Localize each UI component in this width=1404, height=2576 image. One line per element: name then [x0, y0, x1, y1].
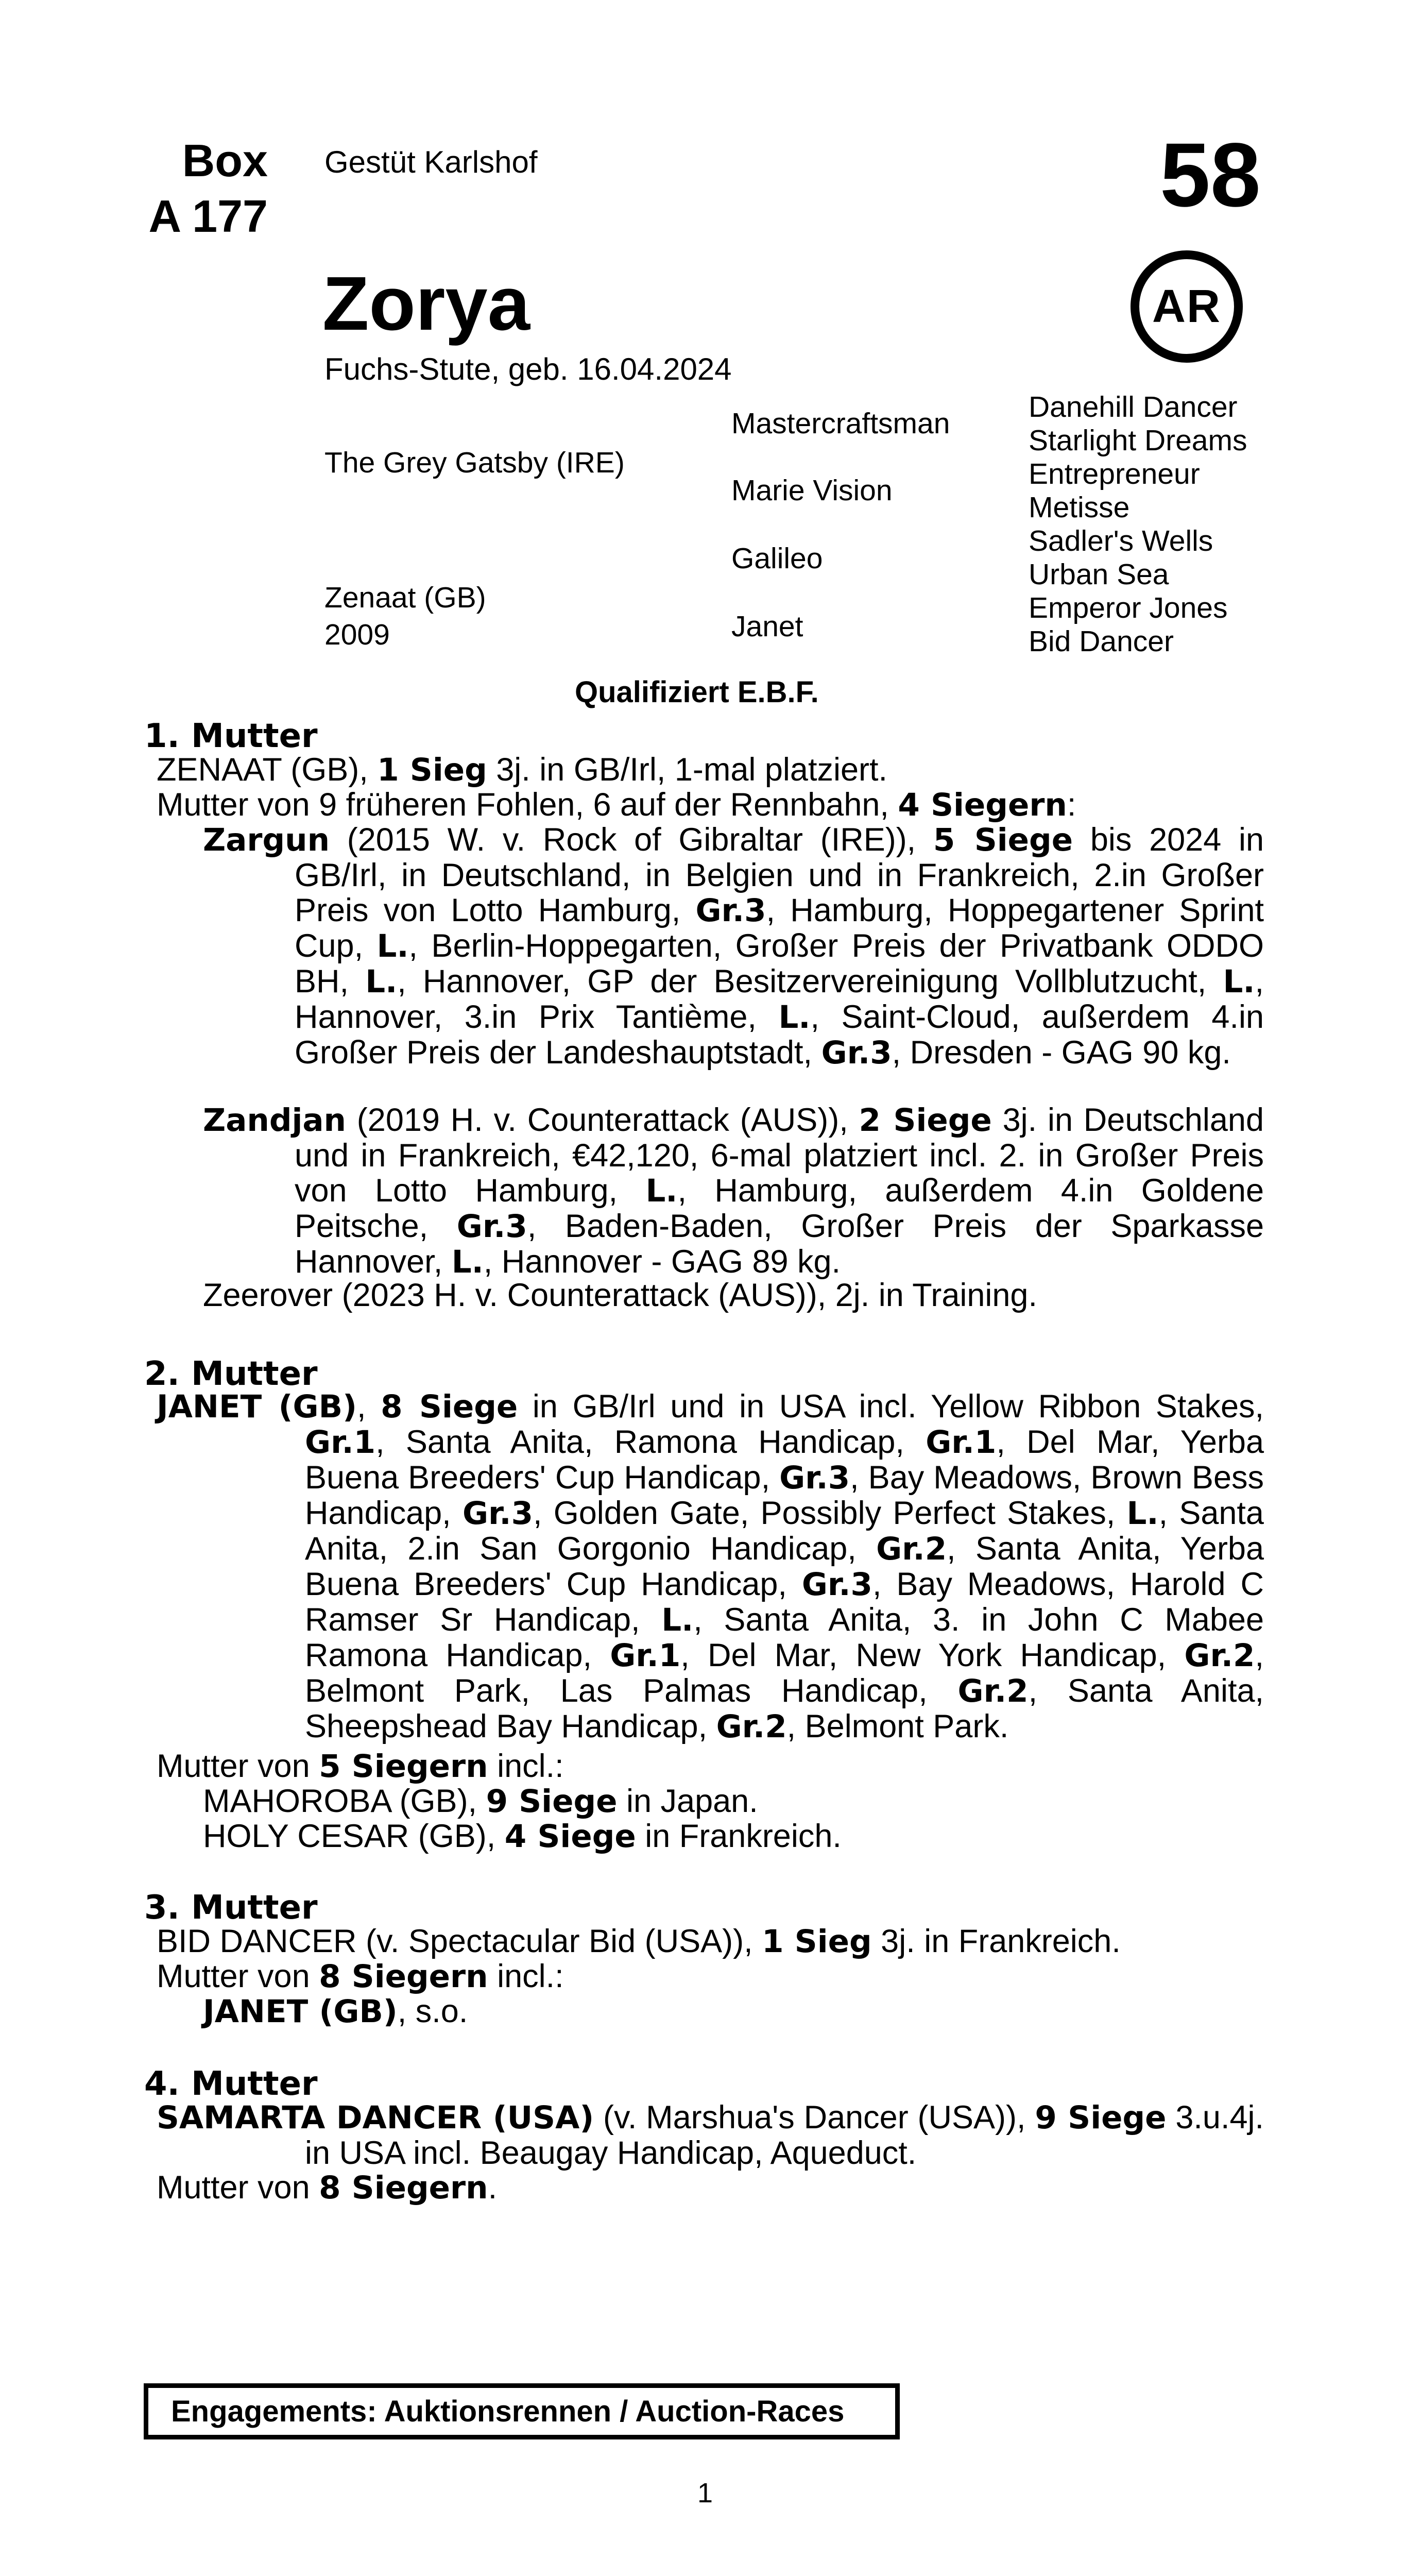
- section-title-dam4: 4. Mutter: [144, 2065, 318, 2103]
- engagements-box: [144, 2383, 900, 2439]
- dam4-mother-of: Mutter von 8 Siegern.: [157, 2170, 498, 2206]
- pedigree-sire-sire: Mastercraftsman: [731, 407, 950, 440]
- pedigree-sire-dam: Marie Vision: [731, 474, 893, 507]
- pedigree-dam: Zenaat (GB): [324, 581, 486, 614]
- section-title-dam1: 1. Mutter: [144, 717, 318, 755]
- dam2-janet-record: JANET (GB), 8 Siege in GB/Irl und in USA incl. Yellow Ribbon Stakes, Gr.1, Santa Anita, Ramona Handicap, Gr.1, Del Mar, Yerba Buena Breeders' Cup Handicap, Gr.3, Bay Meadows, Brown Bess Handicap, Gr.3, Golden Gate, Possibly Perfect Stakes, L., Santa Anita, 2.in San Gorgonio Handicap, Gr.2, Santa Anita, Yerba Buena Breeders' Cup Handicap, Gr.3, Bay Meadows, Harold C Ramser Sr Handicap, L., Santa Anita, 3. in John C Mabee Ramona Handicap, Gr.1, Del Mar, New York Handicap, Gr.2, Belmont Park, Las Palmas Handicap, Gr.2, Santa Anita, Sheepshead Bay Handicap, Gr.2, Belmont Park.: [157, 1388, 1264, 1745]
- dam1-line1: ZENAAT (GB), 1 Sieg 3j. in GB/Irl, 1-mal platziert.: [157, 752, 887, 788]
- ar-badge-text: AR: [1152, 280, 1221, 332]
- pedigree-gen3-4: Metisse: [1029, 491, 1130, 524]
- pedigree-gen3-2: Starlight Dreams: [1029, 424, 1247, 457]
- qualification: Qualifiziert E.B.F.: [575, 675, 819, 709]
- pedigree-gen3-5: Sadler's Wells: [1029, 524, 1213, 557]
- page-number: 1: [697, 2478, 713, 2509]
- dam2-mother-of: Mutter von 5 Siegern incl.:: [157, 1748, 564, 1785]
- progeny-zandjan: Zandjan (2019 H. v. Counterattack (AUS)), 2 Siege 3j. in Deutschland und in Frankreich, €42,120, 6-mal platziert incl. 2. in Großer Preis von Lotto Hamburg, L., Hamburg, außerdem 4.in Goldene Peitsche, Gr.3, Baden-Baden, Großer Preis der Sparkasse Hannover, L., Hannover - GAG 89 kg.: [203, 1102, 1264, 1280]
- dam2-progeny-holy-cesar: HOLY CESAR (GB), 4 Siege in Frankreich.: [203, 1818, 842, 1855]
- dam4-line1: SAMARTA DANCER (USA) (v. Marshua's Dancer (USA)), 9 Siege 3.u.4j. in USA incl. Beaugay Handicap, Aqueduct.: [157, 2099, 1264, 2171]
- box-code: A 177: [148, 191, 268, 242]
- dam1-line2: Mutter von 9 früheren Fohlen, 6 auf der Rennbahn, 4 Siegern:: [157, 787, 1076, 823]
- horse-name: Zorya: [322, 261, 530, 346]
- breeder: Gestüt Karlshof: [324, 145, 538, 179]
- pedigree-gen3-7: Emperor Jones: [1029, 591, 1228, 624]
- pedigree-dam-sire: Galileo: [731, 542, 823, 575]
- engagements-text: Engagements: Auktionsrennen / Auction-Races: [171, 2395, 845, 2428]
- progeny-zargun: Zargun (2015 W. v. Rock of Gibraltar (IRE)), 5 Siege bis 2024 in GB/Irl, in Deutschland, in Belgien und in Frankreich, 2.in Großer Preis von Lotto Hamburg, Gr.3, Hamburg, Hoppegartener Sprint Cup, L., Berlin-Hoppegarten, Großer Preis der Privatbank ODDO BH, L., Hannover, GP der Besitzervereinigung Vollblutzucht, L., Hannover, 3.in Prix Tantième, L., Saint-Cloud, außerdem 4.in Großer Preis der Landeshauptstadt, Gr.3, Dresden - GAG 90 kg.: [203, 822, 1264, 1071]
- section-title-dam2: 2. Mutter: [144, 1355, 318, 1393]
- box-word: Box: [182, 135, 268, 186]
- pedigree-gen3-8: Bid Dancer: [1029, 625, 1174, 658]
- pedigree-gen3-3: Entrepreneur: [1029, 457, 1200, 490]
- ar-badge: [1131, 250, 1243, 363]
- pedigree-sire: The Grey Gatsby (IRE): [324, 446, 625, 479]
- dam3-line1: BID DANCER (v. Spectacular Bid (USA)), 1 Sieg 3j. in Frankreich.: [157, 1923, 1121, 1960]
- horse-description: Fuchs-Stute, geb. 16.04.2024: [324, 352, 732, 386]
- lot-number: 58: [1160, 125, 1261, 226]
- pedigree-dam-dam: Janet: [731, 610, 803, 643]
- progeny-zeerover: Zeerover (2023 H. v. Counterattack (AUS)), 2j. in Training.: [203, 1277, 1037, 1313]
- dam2-progeny-mahoroba: MAHOROBA (GB), 9 Siege in Japan.: [203, 1783, 758, 1820]
- dam3-mother-of: Mutter von 8 Siegern incl.:: [157, 1958, 564, 1995]
- section-title-dam3: 3. Mutter: [144, 1889, 318, 1927]
- pedigree-dam-year: 2009: [324, 618, 390, 651]
- dam3-progeny-janet: JANET (GB), s.o.: [203, 1993, 468, 2030]
- pedigree-gen3-1: Danehill Dancer: [1029, 391, 1238, 423]
- pedigree-gen3-6: Urban Sea: [1029, 558, 1169, 591]
